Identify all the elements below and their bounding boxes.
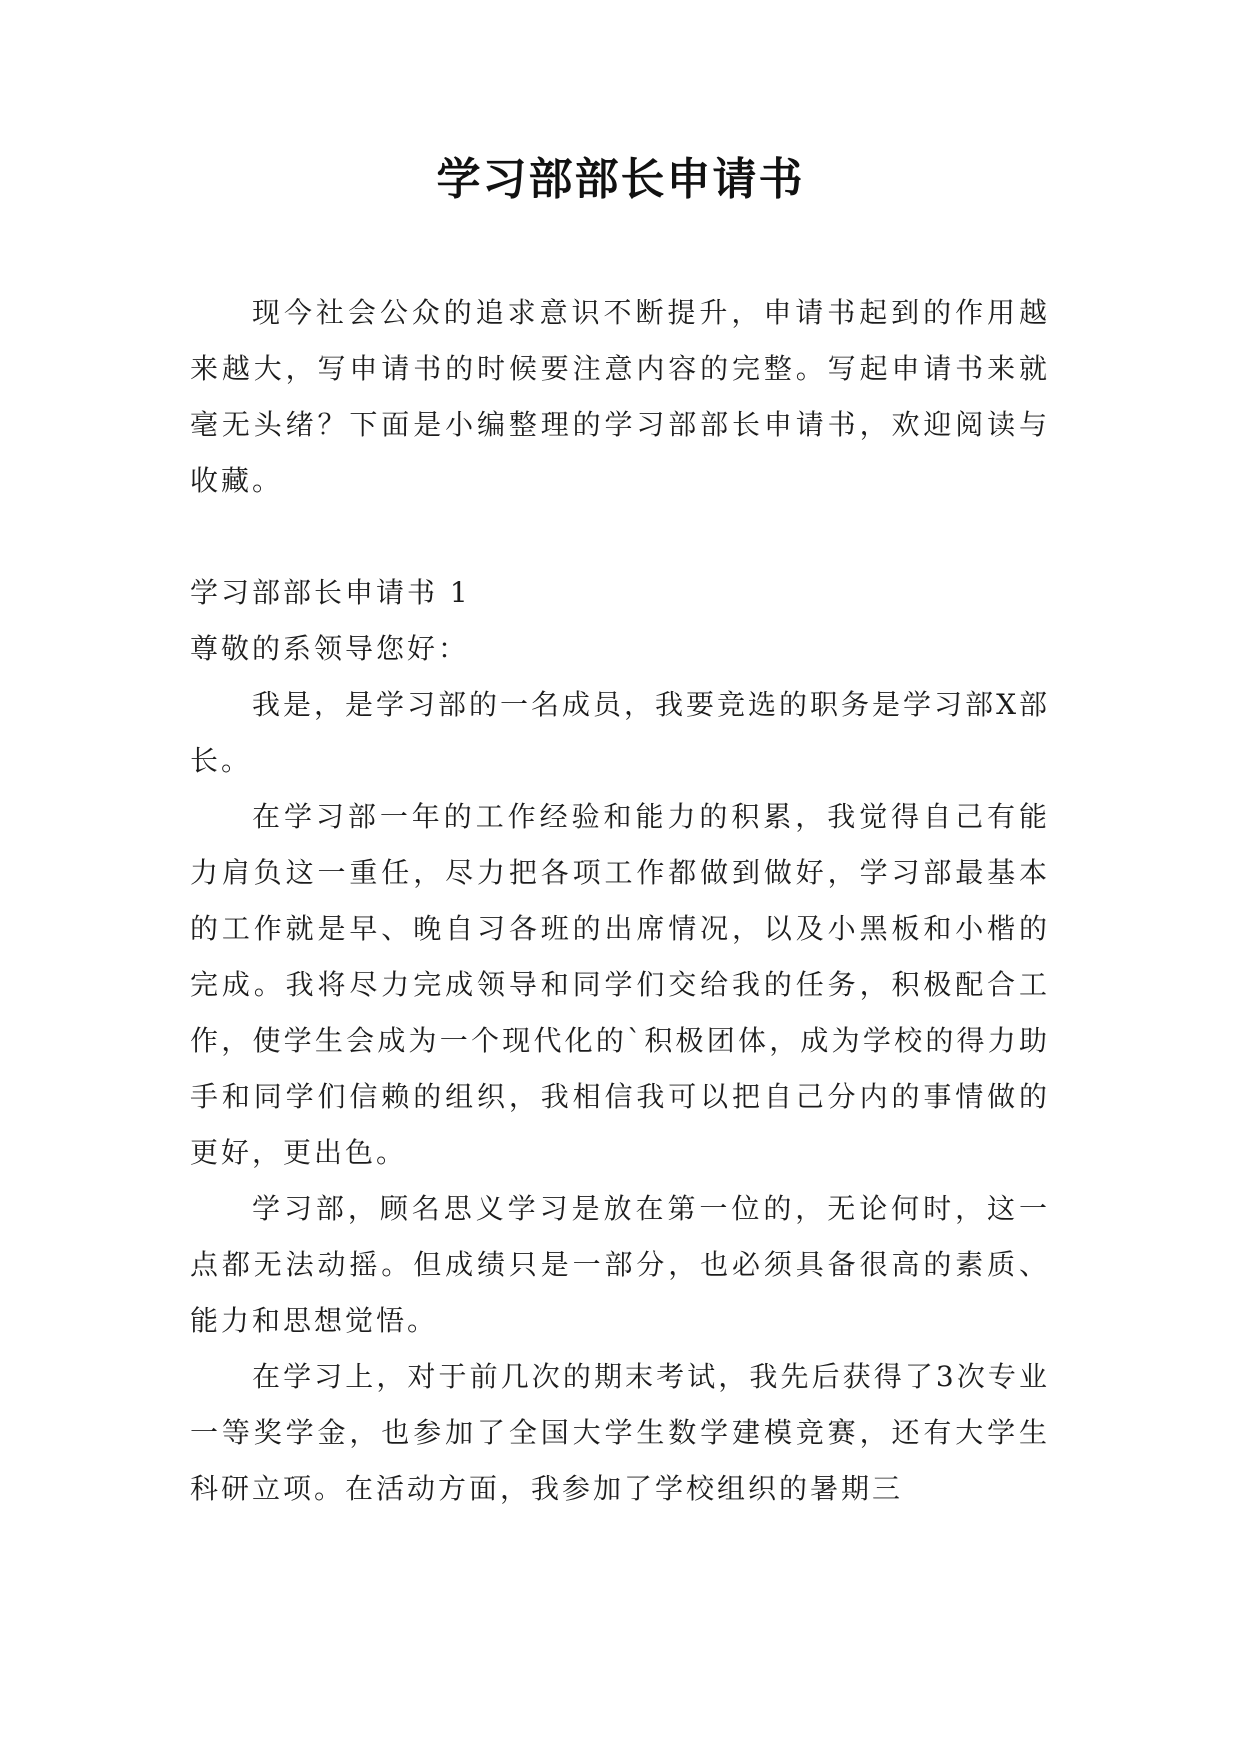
body-paragraph-2: 在学习部一年的工作经验和能力的积累，我觉得自己有能力肩负这一重任，尽力把各项工作都做到做好，学习部最基本的工作就是早、晚自习各班的出席情况，以及小黑板和小楷的完成。我将尽力完成领导和同学们交给我的任务，积极配合工作，使学生会成为一个现代化的`积极团体，成为学校的得力助手和同学们信赖的组织，我相信我可以把自己分内的事情做的更好，更出色。 [190, 800, 1050, 1169]
body-paragraph-1: 我是，是学习部的一名成员，我要竞选的职务是学习部X部长。 [190, 688, 1050, 777]
body-paragraph-3: 学习部，顾名思义学习是放在第一位的，无论何时，这一点都无法动摇。但成绩只是一部分，也必须具备很高的素质、能力和思想觉悟。 [190, 1192, 1050, 1337]
paragraph-gap [190, 509, 1050, 565]
section-heading: 学习部部长申请书 1 [190, 576, 471, 609]
salutation: 尊敬的系领导您好： [190, 632, 470, 665]
body-paragraph-4: 在学习上，对于前几次的期末考试，我先后获得了3次专业一等奖学金，也参加了全国大学生数学建模竞赛，还有大学生科研立项。在活动方面，我参加了学校组织的暑期三 [190, 1360, 1050, 1505]
intro-paragraph: 现今社会公众的追求意识不断提升，申请书起到的作用越来越大，写申请书的时候要注意内容的完整。写起申请书来就毫无头绪？下面是小编整理的学习部部长申请书，欢迎阅读与收藏。 [190, 296, 1050, 497]
document-title: 学习部部长申请书 [436, 154, 805, 205]
document-body [190, 285, 1050, 1517]
